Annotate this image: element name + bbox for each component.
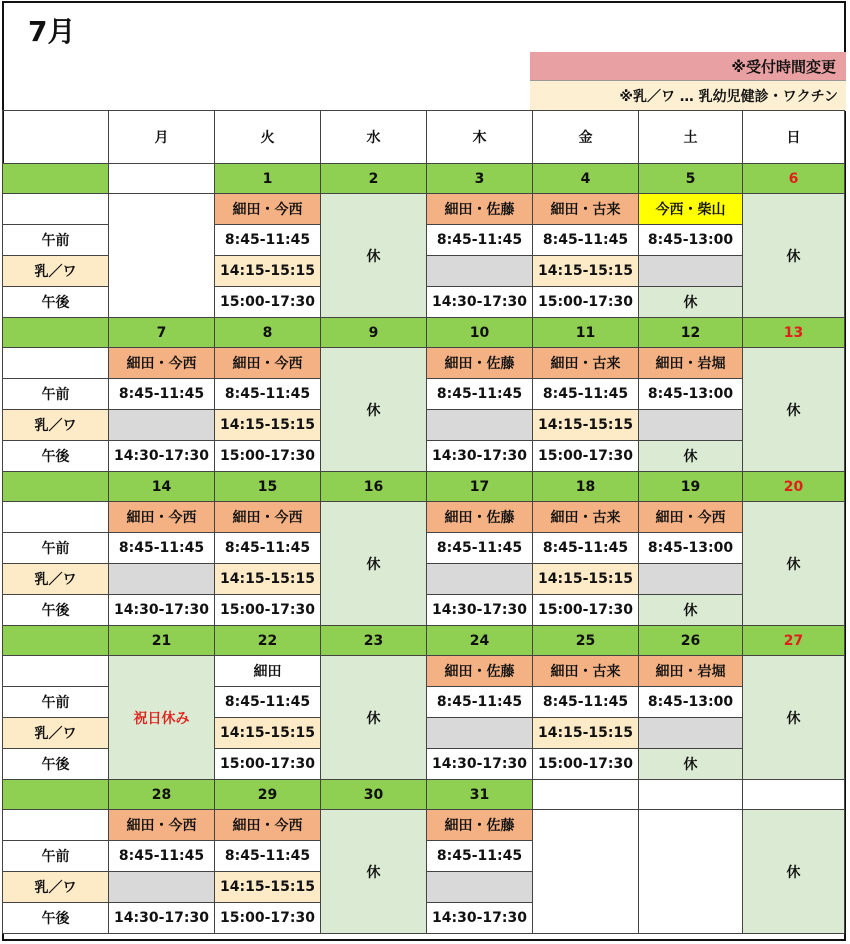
row-label-am: 午前 xyxy=(3,687,109,718)
staff-cell: 細田・今西 xyxy=(109,502,215,533)
header-corner xyxy=(3,111,109,164)
schedule-table xyxy=(2,110,845,934)
pm-hours-cell: 15:00-17:30 xyxy=(215,749,321,780)
date-row-corner xyxy=(3,164,109,194)
staff-cell: 細田 xyxy=(215,656,321,687)
nw-hours-cell: 14:15-15:15 xyxy=(215,718,321,749)
pm-hours-cell: 15:00-17:30 xyxy=(533,441,639,472)
date-cell: 15 xyxy=(215,472,321,502)
nw-hours-cell: 14:15-15:15 xyxy=(215,256,321,287)
am-hours-cell: 8:45-13:00 xyxy=(639,687,743,718)
staff-cell: 細田・古来 xyxy=(533,656,639,687)
date-cell: 25 xyxy=(533,626,639,656)
nw-hours-cell xyxy=(639,718,743,749)
date-row xyxy=(3,472,845,502)
nw-hours-cell xyxy=(109,564,215,595)
date-row-corner xyxy=(3,780,109,810)
date-row-corner xyxy=(3,626,109,656)
row-label-am: 午前 xyxy=(3,841,109,872)
row-label-pm: 午後 xyxy=(3,595,109,626)
date-cell: 21 xyxy=(109,626,215,656)
nw-hours-cell: 14:15-15:15 xyxy=(215,872,321,903)
date-cell: 16 xyxy=(321,472,427,502)
date-cell: 30 xyxy=(321,780,427,810)
pm-hours-cell: 15:00-17:30 xyxy=(215,441,321,472)
closed-cell: 休 xyxy=(743,502,845,626)
am-hours-cell: 8:45-11:45 xyxy=(109,533,215,564)
date-cell: 8 xyxy=(215,318,321,348)
date-cell: 11 xyxy=(533,318,639,348)
am-hours-cell: 8:45-11:45 xyxy=(109,379,215,410)
am-hours-cell: 8:45-11:45 xyxy=(427,533,533,564)
row-label-pm: 午後 xyxy=(3,441,109,472)
pm-hours-cell: 休 xyxy=(639,287,743,318)
empty-cell xyxy=(639,810,743,934)
row-label-nw: 乳／ワ xyxy=(3,410,109,441)
closed-cell: 休 xyxy=(743,656,845,780)
nw-hours-cell xyxy=(639,256,743,287)
closed-cell: 休 xyxy=(743,194,845,318)
am-hours-cell: 8:45-11:45 xyxy=(215,225,321,256)
row-label-nw: 乳／ワ xyxy=(3,872,109,903)
date-cell: 28 xyxy=(109,780,215,810)
nw-hours-cell: 14:15-15:15 xyxy=(533,256,639,287)
am-hours-cell: 8:45-11:45 xyxy=(109,841,215,872)
row-label-blank xyxy=(3,194,109,225)
row-label-blank xyxy=(3,656,109,687)
pm-hours-cell: 14:30-17:30 xyxy=(427,595,533,626)
date-row-corner xyxy=(3,318,109,348)
date-cell: 14 xyxy=(109,472,215,502)
staff-cell: 細田・今西 xyxy=(639,502,743,533)
pm-hours-cell: 15:00-17:30 xyxy=(215,595,321,626)
pm-hours-cell: 14:30-17:30 xyxy=(109,903,215,934)
date-cell: 13 xyxy=(743,318,845,348)
pm-hours-cell: 15:00-17:30 xyxy=(533,595,639,626)
row-label-nw: 乳／ワ xyxy=(3,256,109,287)
weekday-header: 日 xyxy=(743,111,845,164)
date-row-corner xyxy=(3,472,109,502)
pm-hours-cell: 14:30-17:30 xyxy=(427,441,533,472)
pm-hours-cell: 14:30-17:30 xyxy=(427,903,533,934)
am-hours-cell: 8:45-11:45 xyxy=(215,533,321,564)
date-cell: 3 xyxy=(427,164,533,194)
staff-cell: 細田・今西 xyxy=(215,810,321,841)
nw-hours-cell xyxy=(427,718,533,749)
staff-cell: 細田・佐藤 xyxy=(427,656,533,687)
date-cell: 17 xyxy=(427,472,533,502)
staff-cell: 細田・岩堀 xyxy=(639,656,743,687)
closed-cell: 休 xyxy=(321,348,427,472)
am-hours-cell: 8:45-13:00 xyxy=(639,379,743,410)
date-cell: 4 xyxy=(533,164,639,194)
row-label-am: 午前 xyxy=(3,379,109,410)
date-cell: 6 xyxy=(743,164,845,194)
am-hours-cell: 8:45-11:45 xyxy=(533,225,639,256)
date-cell: 27 xyxy=(743,626,845,656)
date-cell: 12 xyxy=(639,318,743,348)
empty-cell xyxy=(533,810,639,934)
pm-hours-cell: 15:00-17:30 xyxy=(215,903,321,934)
staff-cell: 細田・岩堀 xyxy=(639,348,743,379)
closed-cell: 休 xyxy=(743,348,845,472)
row-label-pm: 午後 xyxy=(3,903,109,934)
am-hours-cell: 8:45-11:45 xyxy=(215,841,321,872)
nw-hours-cell xyxy=(109,410,215,441)
date-cell xyxy=(533,780,639,810)
am-hours-cell: 8:45-13:00 xyxy=(639,225,743,256)
note-hours-changed: ※受付時間変更 xyxy=(530,52,846,81)
am-hours-cell: 8:45-11:45 xyxy=(427,687,533,718)
date-cell: 7 xyxy=(109,318,215,348)
nw-hours-cell xyxy=(639,564,743,595)
nw-hours-cell: 14:15-15:15 xyxy=(215,564,321,595)
am-hours-cell: 8:45-11:45 xyxy=(215,379,321,410)
weekday-header: 月 xyxy=(109,111,215,164)
staff-cell: 細田・佐藤 xyxy=(427,502,533,533)
date-cell: 23 xyxy=(321,626,427,656)
date-cell: 2 xyxy=(321,164,427,194)
nw-hours-cell xyxy=(639,410,743,441)
date-cell xyxy=(743,780,845,810)
pm-hours-cell: 14:30-17:30 xyxy=(427,749,533,780)
closed-cell: 休 xyxy=(321,656,427,780)
holiday-cell: 祝日休み xyxy=(109,656,215,780)
staff-row xyxy=(3,656,845,687)
row-label-pm: 午後 xyxy=(3,749,109,780)
date-cell: 29 xyxy=(215,780,321,810)
staff-cell: 細田・古来 xyxy=(533,194,639,225)
row-label-nw: 乳／ワ xyxy=(3,564,109,595)
nw-hours-cell: 14:15-15:15 xyxy=(533,718,639,749)
date-cell: 18 xyxy=(533,472,639,502)
am-hours-cell: 8:45-11:45 xyxy=(533,687,639,718)
staff-cell: 細田・今西 xyxy=(215,194,321,225)
am-hours-cell: 8:45-11:45 xyxy=(427,841,533,872)
staff-row xyxy=(3,194,845,225)
nw-hours-cell xyxy=(427,410,533,441)
month-title: 7月 xyxy=(28,15,76,48)
am-hours-cell: 8:45-13:00 xyxy=(639,533,743,564)
staff-cell: 細田・古来 xyxy=(533,502,639,533)
nw-hours-cell xyxy=(427,872,533,903)
closed-cell: 休 xyxy=(321,810,427,934)
nw-hours-cell xyxy=(109,872,215,903)
date-row xyxy=(3,780,845,810)
date-cell: 9 xyxy=(321,318,427,348)
staff-cell: 細田・今西 xyxy=(215,348,321,379)
am-hours-cell: 8:45-11:45 xyxy=(427,379,533,410)
nw-hours-cell: 14:15-15:15 xyxy=(215,410,321,441)
date-cell: 5 xyxy=(639,164,743,194)
pm-hours-cell: 14:30-17:30 xyxy=(109,441,215,472)
empty-cell xyxy=(109,194,215,318)
pm-hours-cell: 休 xyxy=(639,749,743,780)
weekday-header-row xyxy=(3,111,845,164)
staff-cell: 細田・佐藤 xyxy=(427,348,533,379)
date-cell xyxy=(639,780,743,810)
row-label-nw: 乳／ワ xyxy=(3,718,109,749)
pm-hours-cell: 14:30-17:30 xyxy=(109,595,215,626)
nw-hours-cell xyxy=(427,564,533,595)
row-label-blank xyxy=(3,348,109,379)
date-cell xyxy=(109,164,215,194)
date-row xyxy=(3,626,845,656)
pm-hours-cell: 15:00-17:30 xyxy=(533,287,639,318)
weekday-header: 木 xyxy=(427,111,533,164)
weekday-header: 火 xyxy=(215,111,321,164)
date-cell: 31 xyxy=(427,780,533,810)
staff-cell: 細田・佐藤 xyxy=(427,194,533,225)
date-cell: 10 xyxy=(427,318,533,348)
closed-cell: 休 xyxy=(321,194,427,318)
pm-hours-cell: 15:00-17:30 xyxy=(215,287,321,318)
staff-cell: 細田・今西 xyxy=(215,502,321,533)
am-hours-cell: 8:45-11:45 xyxy=(533,533,639,564)
date-cell: 26 xyxy=(639,626,743,656)
date-cell: 19 xyxy=(639,472,743,502)
nw-hours-cell xyxy=(427,256,533,287)
staff-cell: 細田・今西 xyxy=(109,810,215,841)
row-label-am: 午前 xyxy=(3,225,109,256)
pm-hours-cell: 15:00-17:30 xyxy=(533,749,639,780)
closed-cell: 休 xyxy=(321,502,427,626)
date-row xyxy=(3,164,845,194)
staff-cell: 細田・古来 xyxy=(533,348,639,379)
staff-row xyxy=(3,810,845,841)
staff-cell: 細田・今西 xyxy=(109,348,215,379)
staff-row xyxy=(3,348,845,379)
staff-row xyxy=(3,502,845,533)
staff-cell: 細田・佐藤 xyxy=(427,810,533,841)
date-cell: 22 xyxy=(215,626,321,656)
date-cell: 20 xyxy=(743,472,845,502)
nw-hours-cell: 14:15-15:15 xyxy=(533,564,639,595)
am-hours-cell: 8:45-11:45 xyxy=(533,379,639,410)
closed-cell: 休 xyxy=(743,810,845,934)
weekday-header: 金 xyxy=(533,111,639,164)
pm-hours-cell: 休 xyxy=(639,595,743,626)
weekday-header: 土 xyxy=(639,111,743,164)
date-cell: 24 xyxy=(427,626,533,656)
row-label-blank xyxy=(3,502,109,533)
nw-hours-cell: 14:15-15:15 xyxy=(533,410,639,441)
staff-cell: 今西・柴山 xyxy=(639,194,743,225)
row-label-blank xyxy=(3,810,109,841)
note-legend: ※乳／ワ … 乳幼児健診・ワクチン xyxy=(530,81,846,111)
pm-hours-cell: 14:30-17:30 xyxy=(427,287,533,318)
row-label-am: 午前 xyxy=(3,533,109,564)
row-label-pm: 午後 xyxy=(3,287,109,318)
pm-hours-cell: 休 xyxy=(639,441,743,472)
date-cell: 1 xyxy=(215,164,321,194)
date-row xyxy=(3,318,845,348)
am-hours-cell: 8:45-11:45 xyxy=(427,225,533,256)
am-hours-cell: 8:45-11:45 xyxy=(215,687,321,718)
weekday-header: 水 xyxy=(321,111,427,164)
